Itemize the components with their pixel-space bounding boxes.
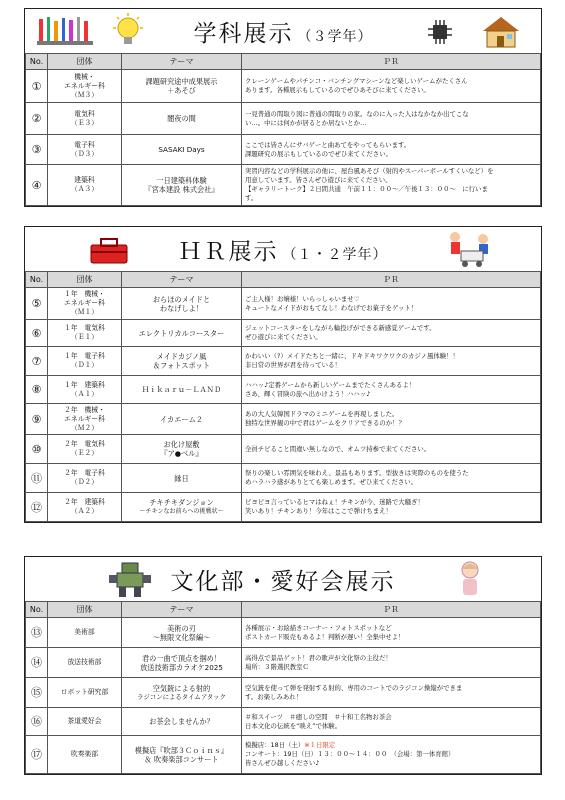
row-group: 放送技術部 xyxy=(48,648,122,678)
house-icon xyxy=(479,13,523,49)
row-group: １年 電気科 （Ｅ１） xyxy=(48,320,122,347)
row-pr: 全員チビること間違い無しなので、オムツ持参で来てください。 xyxy=(242,435,541,464)
limited-note: ※１日限定 xyxy=(304,741,336,749)
row-pr: 模擬店：18日（土）※１日限定 コンサート：19日（日）１３：００～１４：００ （会場：第一体育館） 皆さんぜひ越しください♪ xyxy=(242,736,541,774)
row-pr: 一見普通の間取り図に普通の間取りの家。なのに入った人はなかなか出てこな い…。中には何かが居るとか居ないとか… xyxy=(242,103,541,135)
section-homeroom xyxy=(24,226,542,523)
row-group: ２年 電気科 （Ｅ２） xyxy=(48,435,122,464)
section-header xyxy=(25,9,541,53)
row-theme: Ｈｉｋａｒｕ－ＬＡＮＤ xyxy=(122,376,242,404)
table-row xyxy=(26,678,541,708)
col-pr: ＰＲ xyxy=(242,272,541,288)
col-theme: テーマ xyxy=(122,272,242,288)
row-group: 機械・ エネルギー科 （Ｍ３） xyxy=(48,70,122,103)
table-row xyxy=(26,70,541,103)
row-number: ⑧ xyxy=(26,376,48,404)
row-pr: 空気銃を使って弾を発射する射的、専用のコートでのラジコン操縦ができま す。お楽しみあれ！ xyxy=(242,678,541,708)
row-number: ④ xyxy=(26,165,48,206)
table-row xyxy=(26,320,541,347)
row-number: ① xyxy=(26,70,48,103)
row-theme: 課題研究途中成果展示 ＋あそび xyxy=(122,70,242,103)
col-pr: ＰＲ xyxy=(242,602,541,618)
row-number: ⑮ xyxy=(26,678,48,708)
row-theme: エレクトリカルコースター xyxy=(122,320,242,347)
section-title: 文化部・愛好会展示 xyxy=(170,569,396,595)
row-group: ロボット研究部 xyxy=(48,678,122,708)
row-theme: チキチキダンジョン ～チキンなお前らへの挑戦状～ xyxy=(122,493,242,522)
table-row xyxy=(26,404,541,435)
row-group: １年 建築科 （Ａ１） xyxy=(48,376,122,404)
row-pr: ＃和スイーツ ＃癒しの空間 ＃十和工名物お茶会 日本文化の伝統を“映え”で体験。 xyxy=(242,708,541,736)
table-row xyxy=(26,288,541,320)
row-theme: 模擬店『吹部３Ｃｏｉｎｓ』 ＆ 吹奏楽部コンサート xyxy=(122,736,242,774)
table-row xyxy=(26,708,541,736)
col-group: 団体 xyxy=(48,272,122,288)
col-theme: テーマ xyxy=(122,54,242,70)
girl-icon xyxy=(455,559,485,599)
section-title: 学科展示 （３学年） xyxy=(193,21,373,47)
row-group: ２年 電子科 （Ｄ２） xyxy=(48,464,122,493)
table-row xyxy=(26,648,541,678)
row-pr: 各種展示・お絵描きコーナー・フォトスポットなど ポストカード販売もあるよ！判断が遅い！全集中せよ！ xyxy=(242,618,541,648)
row-group: ２年 機械・ エネルギー科 （Ｍ２） xyxy=(48,404,122,435)
section-clubs xyxy=(24,556,542,775)
kids-cart-icon xyxy=(443,229,497,269)
row-group: ２年 建築科 （Ａ２） xyxy=(48,493,122,522)
col-no: No. xyxy=(26,602,48,618)
row-pr: ここでは皆さんにサバゲーと曲あてをやってもらいます。 課題研究の展示もしているのでぜひ来てください。 xyxy=(242,135,541,165)
row-number: ② xyxy=(26,103,48,135)
row-group: 吹奏楽部 xyxy=(48,736,122,774)
chip-icon xyxy=(427,19,453,45)
row-pr: ご主人様！お嬢様！いらっしゃいませ♡ キュートなメイドがおもてなし！わなげでお菓子をゲット！ xyxy=(242,288,541,320)
section-academic xyxy=(24,8,542,207)
row-theme: 君の一曲で頂点を掴め！ 放送技術部カラオケ2025 xyxy=(122,648,242,678)
table-row xyxy=(26,103,541,135)
row-pr: ジェットコースターをしながら輪投げができる新感覚ゲームです。 ぜひ遊びに来てください。 xyxy=(242,320,541,347)
row-theme: SASAKI Days xyxy=(122,135,242,165)
row-theme: 縁日 xyxy=(122,464,242,493)
col-no: No. xyxy=(26,272,48,288)
row-theme: メイドカジノ風 ＆フォトスポット xyxy=(122,347,242,376)
row-theme: 空気銃による射的 ラジコンによるタイムアタック xyxy=(122,678,242,708)
row-number: ⑫ xyxy=(26,493,48,522)
table-row xyxy=(26,376,541,404)
table-row xyxy=(26,464,541,493)
row-number: ⑥ xyxy=(26,320,48,347)
col-pr: ＰＲ xyxy=(242,54,541,70)
academic-table xyxy=(25,53,541,206)
row-number: ⑭ xyxy=(26,648,48,678)
row-pr: かわいい（?）メイドたちと一緒に、ドキドキワクワクのカジノ風体験！！ 非日常の世界が君を待っている！ xyxy=(242,347,541,376)
row-theme: お化け屋敷 『ア●ベル』 xyxy=(122,435,242,464)
col-group: 団体 xyxy=(48,602,122,618)
row-pr: 高得点で景品ゲット！君の歌声が文化祭の主役だ！ 場所：３階選択教室Ｃ xyxy=(242,648,541,678)
col-no: No. xyxy=(26,54,48,70)
col-theme: テーマ xyxy=(122,602,242,618)
row-group: １年 電子科 （Ｄ１） xyxy=(48,347,122,376)
row-pr: 祭りの楽しい雰囲気を味わえ、景品もあります。型抜きは実際のものを使うた めハラハラ感がありとても楽しめます。ぜひ来てください。 xyxy=(242,464,541,493)
row-number: ⑩ xyxy=(26,435,48,464)
row-pr: クレーンゲームやパチンコ・バンチングマシーンなど楽しいゲームがたくさん あります。各種展示もしているのでぜひあそびに来てください。 xyxy=(242,70,541,103)
row-number: ⑦ xyxy=(26,347,48,376)
row-theme: 闇夜の間 xyxy=(122,103,242,135)
homeroom-table xyxy=(25,271,541,522)
row-pr: ピヨピヨ言っているヒマはねぇ！チキンが今、迷路で大騒ぎ！ 笑いあり！チキンあり！今年はここで弾けちまえ！ xyxy=(242,493,541,522)
row-pr: あの大人気韓国ドラマのミニゲームを再現しました。 独特な世界観の中で君はゲームをクリアできるのか！？ xyxy=(242,404,541,435)
row-theme: イカエーム２ xyxy=(122,404,242,435)
section-header xyxy=(25,557,541,601)
section-header xyxy=(25,227,541,271)
row-group: 美術部 xyxy=(48,618,122,648)
row-number: ⑤ xyxy=(26,288,48,320)
row-group: 建築科 （Ａ３） xyxy=(48,165,122,206)
table-row xyxy=(26,736,541,774)
row-pr: ハハッ♪定番ゲームから新しいゲームまでたくさんあるよ！ さあ、輝く冒険の旅へ出かけよう！ハハッ♪ xyxy=(242,376,541,404)
row-number: ⑨ xyxy=(26,404,48,435)
row-number: ⑬ xyxy=(26,618,48,648)
row-number: ⑪ xyxy=(26,464,48,493)
row-pr: 実習内容などの学科展示の他に、屋台風あそび（射的やスーパーボールすくいなど）を 用意しています。皆さんぜひ遊びに来てください。 【ギャラリートーク】２日間共通 午前１１：００～／午後１３：００～ に行いま す。 xyxy=(242,165,541,206)
table-row xyxy=(26,165,541,206)
clubs-table xyxy=(25,601,541,774)
row-number: ⑰ xyxy=(26,736,48,774)
row-group: １年 機械・ エネルギー科 （Ｍ１） xyxy=(48,288,122,320)
table-row xyxy=(26,135,541,165)
table-row xyxy=(26,435,541,464)
row-group: 電気科 （Ｅ３） xyxy=(48,103,122,135)
row-theme: お茶会しませんか？ xyxy=(122,708,242,736)
row-theme: 美術の刃 ～無限文化祭編～ xyxy=(122,618,242,648)
row-number: ⑯ xyxy=(26,708,48,736)
row-group: 電子科 （Ｄ３） xyxy=(48,135,122,165)
col-group: 団体 xyxy=(48,54,122,70)
table-row xyxy=(26,493,541,522)
section-title: ＨＲ展示 （１・２学年） xyxy=(178,239,388,265)
table-row xyxy=(26,618,541,648)
table-row xyxy=(26,347,541,376)
row-theme: 一日建築科体験 『宮本建設 株式会社』 xyxy=(122,165,242,206)
row-number: ③ xyxy=(26,135,48,165)
row-theme: おらほのメイドと わなげしよ！ xyxy=(122,288,242,320)
row-group: 茶道愛好会 xyxy=(48,708,122,736)
